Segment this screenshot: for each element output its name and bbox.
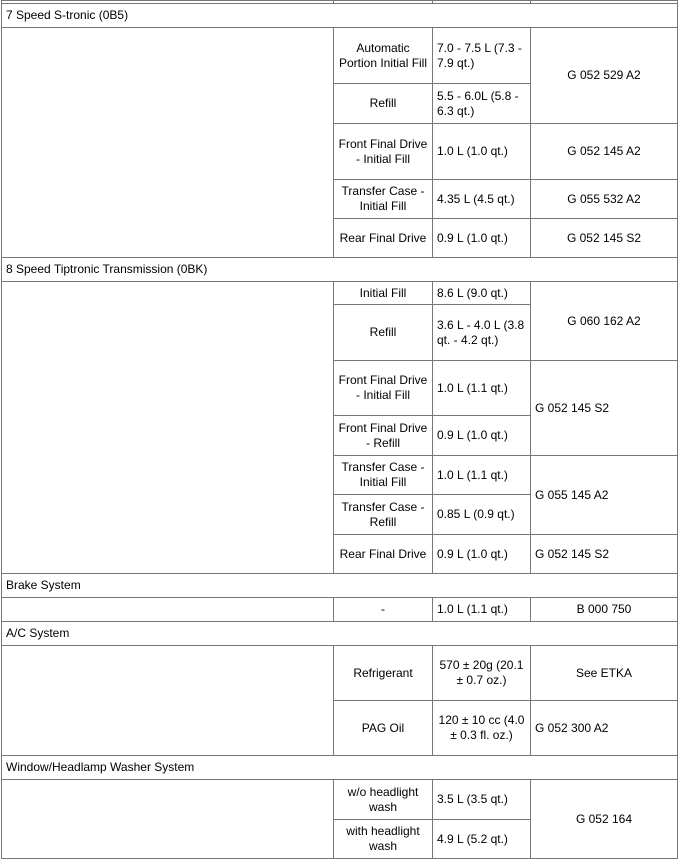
section-title: 7 Speed S-tronic (0B5) <box>2 4 678 28</box>
section-title: A/C System <box>2 622 678 646</box>
component-cell: Transfer Case - Initial Fill <box>334 180 433 219</box>
capacity-cell: 0.9 L (1.0 qt.) <box>433 219 531 258</box>
part-number-cell: G 052 145 S2 <box>531 219 678 258</box>
capacity-cell: 5.5 - 6.0L (5.8 - 6.3 qt.) <box>433 84 531 124</box>
component-cell: Front Final Drive - Initial Fill <box>334 124 433 180</box>
part-number-cell: G 052 164 <box>531 780 678 859</box>
capacity-cell: 1.0 L (1.1 qt.) <box>433 361 531 416</box>
part-number-cell: See ETKA <box>531 646 678 701</box>
section-title: 8 Speed Tiptronic Transmission (0BK) <box>2 258 678 282</box>
table-row <box>2 780 678 820</box>
capacity-cell: 120 ± 10 cc (4.0 ± 0.3 fl. oz.) <box>433 701 531 756</box>
part-number-cell: G 052 300 A2 <box>531 701 678 756</box>
component-cell: Refill <box>334 84 433 124</box>
capacity-cell: 3.5 L (3.5 qt.) <box>433 780 531 820</box>
part-number-cell: G 052 529 A2 <box>531 28 678 124</box>
component-cell: Transfer Case - Initial Fill <box>334 456 433 495</box>
capacity-cell: 1.0 L (1.1 qt.) <box>433 456 531 495</box>
empty-cell <box>2 598 334 622</box>
component-cell: Initial Fill <box>334 282 433 305</box>
section-header-row <box>2 574 678 598</box>
empty-cell <box>2 780 334 859</box>
section-title: Window/Headlamp Washer System <box>2 756 678 780</box>
fluid-capacity-table <box>1 0 678 859</box>
part-number-cell: G 055 145 A2 <box>531 456 678 535</box>
part-number-cell: G 055 532 A2 <box>531 180 678 219</box>
capacity-cell: 1.0 L (1.1 qt.) <box>433 598 531 622</box>
part-number-cell: B 000 750 <box>531 598 678 622</box>
empty-cell <box>2 282 334 574</box>
component-cell: with headlight wash <box>334 820 433 859</box>
component-cell: Transfer Case - Refill <box>334 495 433 535</box>
component-cell: Refill <box>334 305 433 361</box>
capacity-cell: 7.0 - 7.5 L (7.3 - 7.9 qt.) <box>433 28 531 84</box>
component-cell: Rear Final Drive <box>334 219 433 258</box>
capacity-cell: 570 ± 20g (20.1 ± 0.7 oz.) <box>433 646 531 701</box>
part-number-cell: G 052 145 A2 <box>531 124 678 180</box>
part-number-cell: G 052 145 S2 <box>531 361 678 456</box>
table-row <box>2 282 678 305</box>
capacity-cell: 0.85 L (0.9 qt.) <box>433 495 531 535</box>
table-row <box>2 28 678 84</box>
component-cell: Rear Final Drive <box>334 535 433 574</box>
component-cell: Front Final Drive - Refill <box>334 416 433 456</box>
section-header-row <box>2 756 678 780</box>
capacity-cell: 8.6 L (9.0 qt.) <box>433 282 531 305</box>
capacity-cell: 0.9 L (1.0 qt.) <box>433 535 531 574</box>
capacity-cell: 4.35 L (4.5 qt.) <box>433 180 531 219</box>
component-cell: Refrigerant <box>334 646 433 701</box>
capacity-cell: 0.9 L (1.0 qt.) <box>433 416 531 456</box>
component-cell: PAG Oil <box>334 701 433 756</box>
empty-cell <box>2 28 334 258</box>
table-row <box>2 646 678 701</box>
section-title: Brake System <box>2 574 678 598</box>
component-cell: - <box>334 598 433 622</box>
table-row <box>2 598 678 622</box>
component-cell: w/o headlight wash <box>334 780 433 820</box>
section-header-row <box>2 622 678 646</box>
capacity-cell: 3.6 L - 4.0 L (3.8 qt. - 4.2 qt.) <box>433 305 531 361</box>
component-cell: Automatic Portion Initial Fill <box>334 28 433 84</box>
component-cell: Front Final Drive - Initial Fill <box>334 361 433 416</box>
section-header-row <box>2 4 678 28</box>
empty-cell <box>2 646 334 756</box>
capacity-cell: 1.0 L (1.0 qt.) <box>433 124 531 180</box>
section-header-row <box>2 258 678 282</box>
part-number-cell: G 052 145 S2 <box>531 535 678 574</box>
part-number-cell: G 060 162 A2 <box>531 282 678 361</box>
capacity-cell: 4.9 L (5.2 qt.) <box>433 820 531 859</box>
